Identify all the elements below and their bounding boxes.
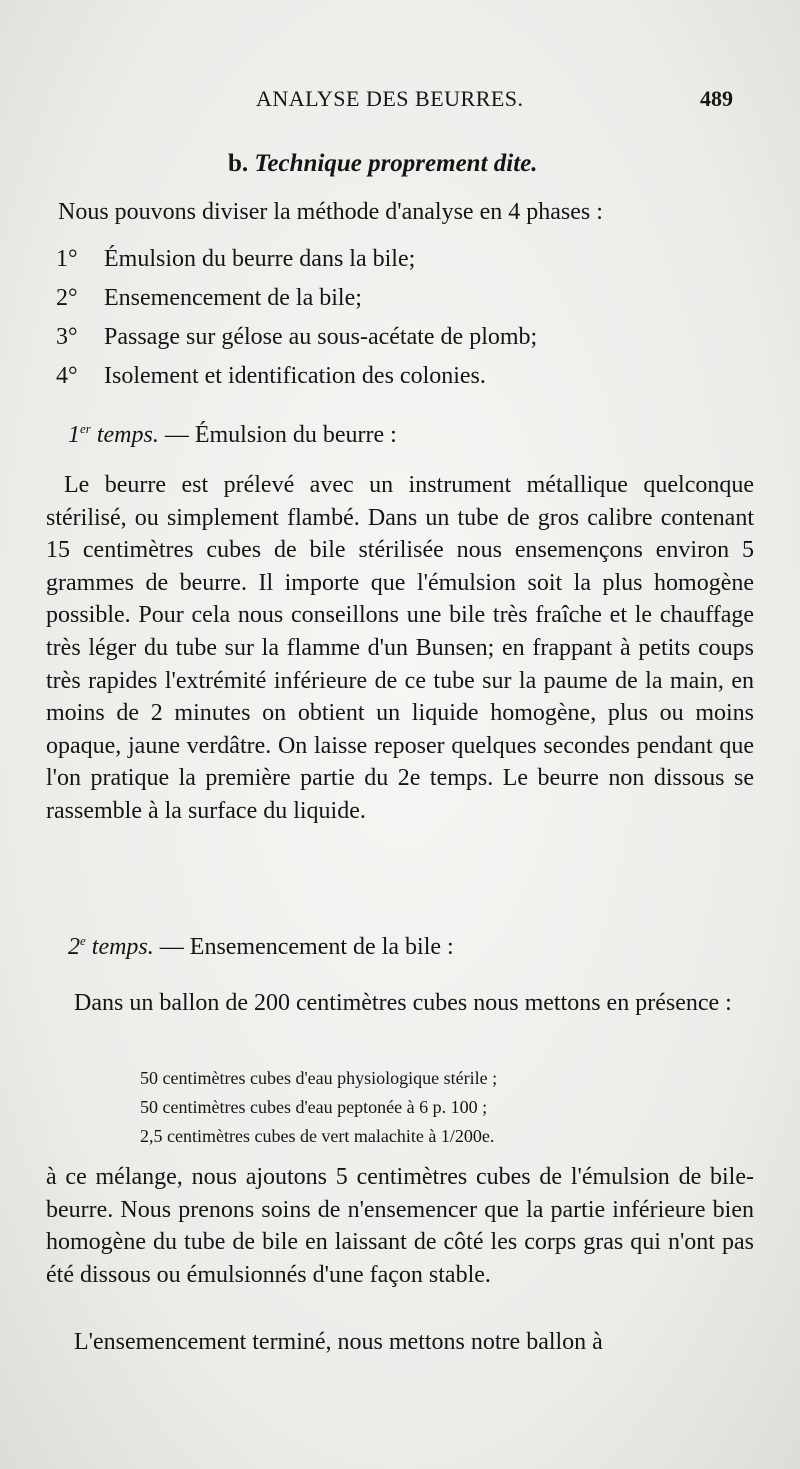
- phase-text: Émulsion du beurre dans la bile;: [104, 246, 416, 272]
- phase-number: 3°: [56, 324, 78, 350]
- mixture-list: [140, 1064, 700, 1151]
- step1-title: — Émulsion du beurre :: [158, 422, 397, 448]
- step1-heading: [68, 422, 397, 449]
- last-line: L'ensemencement terminé, nous mettons notre ballon à: [74, 1329, 603, 1355]
- running-title: ANALYSE DES BEURRES.: [256, 86, 524, 111]
- section-prefix: b.: [228, 150, 249, 177]
- continuation-paragraph: à ce mélange, nous ajoutons 5 centimètres cubes de l'émulsion de bile-beurre. Nous prenons soins de n'ensemencer que la partie inférieure bien homogène du tube de bile en laissant de côté les corps gras qui n'ont pas été dissous ou émulsionnés d'une façon stable.: [46, 1164, 754, 1288]
- step2-number: 2: [68, 934, 80, 960]
- step1-label: temps.: [96, 422, 159, 448]
- step1-superscript: er: [80, 421, 91, 436]
- step2-label: temps.: [91, 934, 154, 960]
- step1-paragraph: Le beurre est prélevé avec un instrument métallique quelconque stérilisé, ou simplement flambé. Dans un tube de gros calibre contenant 15 centimètres cubes de bile stérilisée nous ensemençons environ 5 grammes de beurre. Il importe que l'émulsion soit la plus homogène possible. Pour cela nous conseillons une bile très fraîche et le chauffage très léger du tube sur la flamme d'un Bunsen; en frappant à petits coups très rapides l'extrémité inférieure de ce tube sur la paume de la main, en moins de 2 minutes on obtient un liquide homogène, plus ou moins opaque, jaune verdâtre. On laisse reposer quelques secondes pendant que l'on pratique la première partie du 2e temps. Le beurre non dissous se rassemble à la surface du liquide.: [46, 472, 754, 824]
- page-number: 489: [700, 86, 733, 111]
- mixture-line: 50 centimètres cubes d'eau peptonée à 6 p. 100 ;: [140, 1097, 488, 1117]
- phase-number: 1°: [56, 246, 78, 272]
- mixture-line: 2,5 centimètres cubes de vert malachite à 1/200e.: [140, 1126, 495, 1146]
- phase-number: 4°: [56, 363, 78, 389]
- phase-item: [56, 279, 746, 318]
- section-title: [228, 150, 538, 178]
- phase-text: Isolement et identification des colonies.: [104, 363, 486, 389]
- step1-number: 1: [68, 422, 80, 448]
- step2-superscript: e: [80, 933, 86, 948]
- phase-item: [56, 240, 746, 279]
- phase-text: Passage sur gélose au sous-acétate de plomb;: [104, 324, 538, 350]
- phase-number: 2°: [56, 285, 78, 311]
- running-head: [0, 86, 800, 116]
- intro-paragraph: Nous pouvons diviser la méthode d'analyse en 4 phases :: [58, 199, 603, 225]
- step2-title: — Ensemencement de la bile :: [153, 934, 454, 960]
- section-title-text: Technique proprement dite.: [254, 150, 538, 177]
- step2-heading: [68, 934, 454, 961]
- phase-text: Ensemencement de la bile;: [104, 285, 362, 311]
- phase-item: [56, 318, 746, 357]
- step2-paragraph: Dans un ballon de 200 centimètres cubes nous mettons en présence :: [74, 990, 732, 1016]
- mixture-line: 50 centimètres cubes d'eau physiologique stérile ;: [140, 1068, 498, 1088]
- phase-list: [56, 240, 746, 396]
- phase-item: [56, 357, 746, 396]
